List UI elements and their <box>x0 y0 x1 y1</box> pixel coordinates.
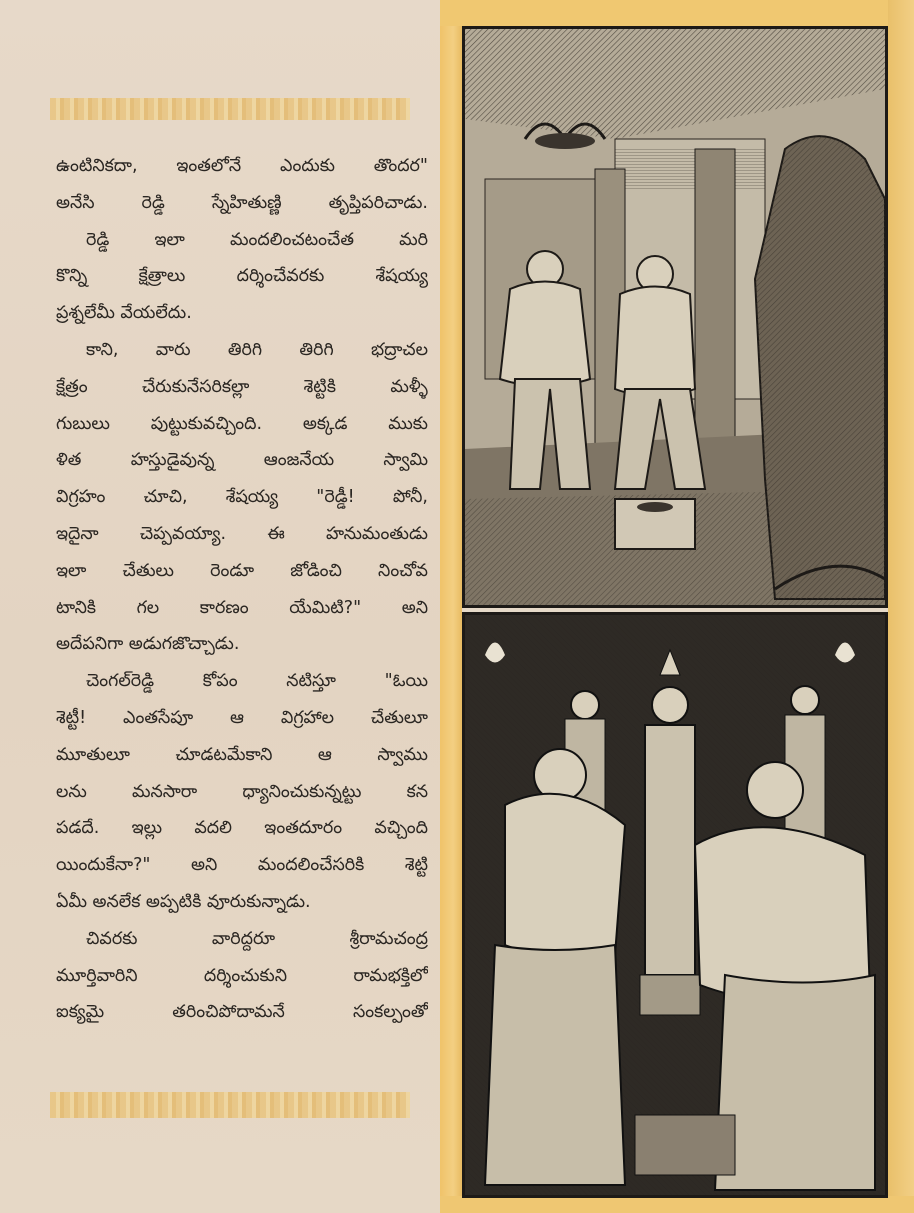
illustration-devotees-prayer <box>462 612 888 1198</box>
text-column <box>0 0 440 1213</box>
text-line: విగ్రహం చూచి, శేషయ్య "రెడ్డీ! పోనీ, <box>56 487 428 508</box>
text-line: కాని, వారు తిరిగి తిరిగి భద్రాచల <box>86 339 428 360</box>
text-line: ఏమీ అనలేక అప్పటికి వూరుకున్నాడు. <box>56 891 311 912</box>
text-line: ఉంటినికదా, ఇంతలోనే ఎందుకు తొందర" <box>56 156 428 176</box>
text-line: మూర్తివారిని దర్శించుకుని రామభక్తిలో <box>56 965 428 986</box>
text-line: యిందుకేనా?" అని మందలించేసరికి శెట్టి <box>56 855 428 876</box>
text-line: చివరకు వారిద్దరూ శ్రీరామచంద్ర <box>86 928 428 949</box>
gold-border-top <box>440 0 914 26</box>
text-line: కొన్ని క్షేత్రాలు దర్శించేవరకు శేషయ్య <box>56 266 428 287</box>
text-line: పడదే. ఇల్లు వదలి ఇంతదూరం వచ్చింది <box>56 818 428 839</box>
text-line: రెడ్డి ఇలా మందలించటంచేత మరి <box>86 229 428 250</box>
gold-border-bottom <box>440 1196 914 1213</box>
gold-border-right <box>888 0 914 1213</box>
text-line: ళిత హస్తుడైవున్న ఆంజనేయ స్వామి <box>56 450 428 471</box>
text-line: శెట్టీ! ఎంతసేపూ ఆ విగ్రహాల చేతులూ <box>56 707 428 728</box>
text-line: మూతులూ చూడటమేకాని ఆ స్వాము <box>56 744 428 765</box>
text-line: క్షేత్రం చేరుకునేసరికల్లా శెట్టికి మళ్ళీ <box>56 376 428 397</box>
text-line: ప్రశ్నలేమీ వేయలేదు. <box>56 303 192 324</box>
text-line: ఇలా చేతులు రెండూ జోడించి నించోవ <box>56 560 428 581</box>
text-line: గుబులు పుట్టుకువచ్చింది. అక్కడ ముకు <box>56 413 428 434</box>
decorative-band-top <box>50 98 410 120</box>
text-line: ఐక్యమై తరించిపోదామనే సంకల్పంతో <box>56 1002 428 1023</box>
text-line: టానికి గల కారణం యేమిటి?" అని <box>56 597 428 618</box>
text-line: చెంగల్‌రెడ్డి కోపం నటిస్తూ "ఓయి <box>86 671 428 692</box>
story-text <box>56 148 428 1031</box>
text-line: లను మనసారా ధ్యానించుకున్నట్టు కన <box>56 781 428 802</box>
text-line: ఇదైనా చెప్పవయ్యా. ఈ హనుమంతుడు <box>56 523 428 544</box>
illustration-temple-conversation <box>462 26 888 608</box>
gold-border-left <box>440 0 462 1213</box>
text-line: అనేసి రెడ్డి స్నేహితుణ్ణి తృప్తిపరిచాడు. <box>56 192 428 213</box>
decorative-band-bottom <box>50 1092 410 1118</box>
text-line: అదేపనిగా అడుగజొచ్చాడు. <box>56 634 240 655</box>
